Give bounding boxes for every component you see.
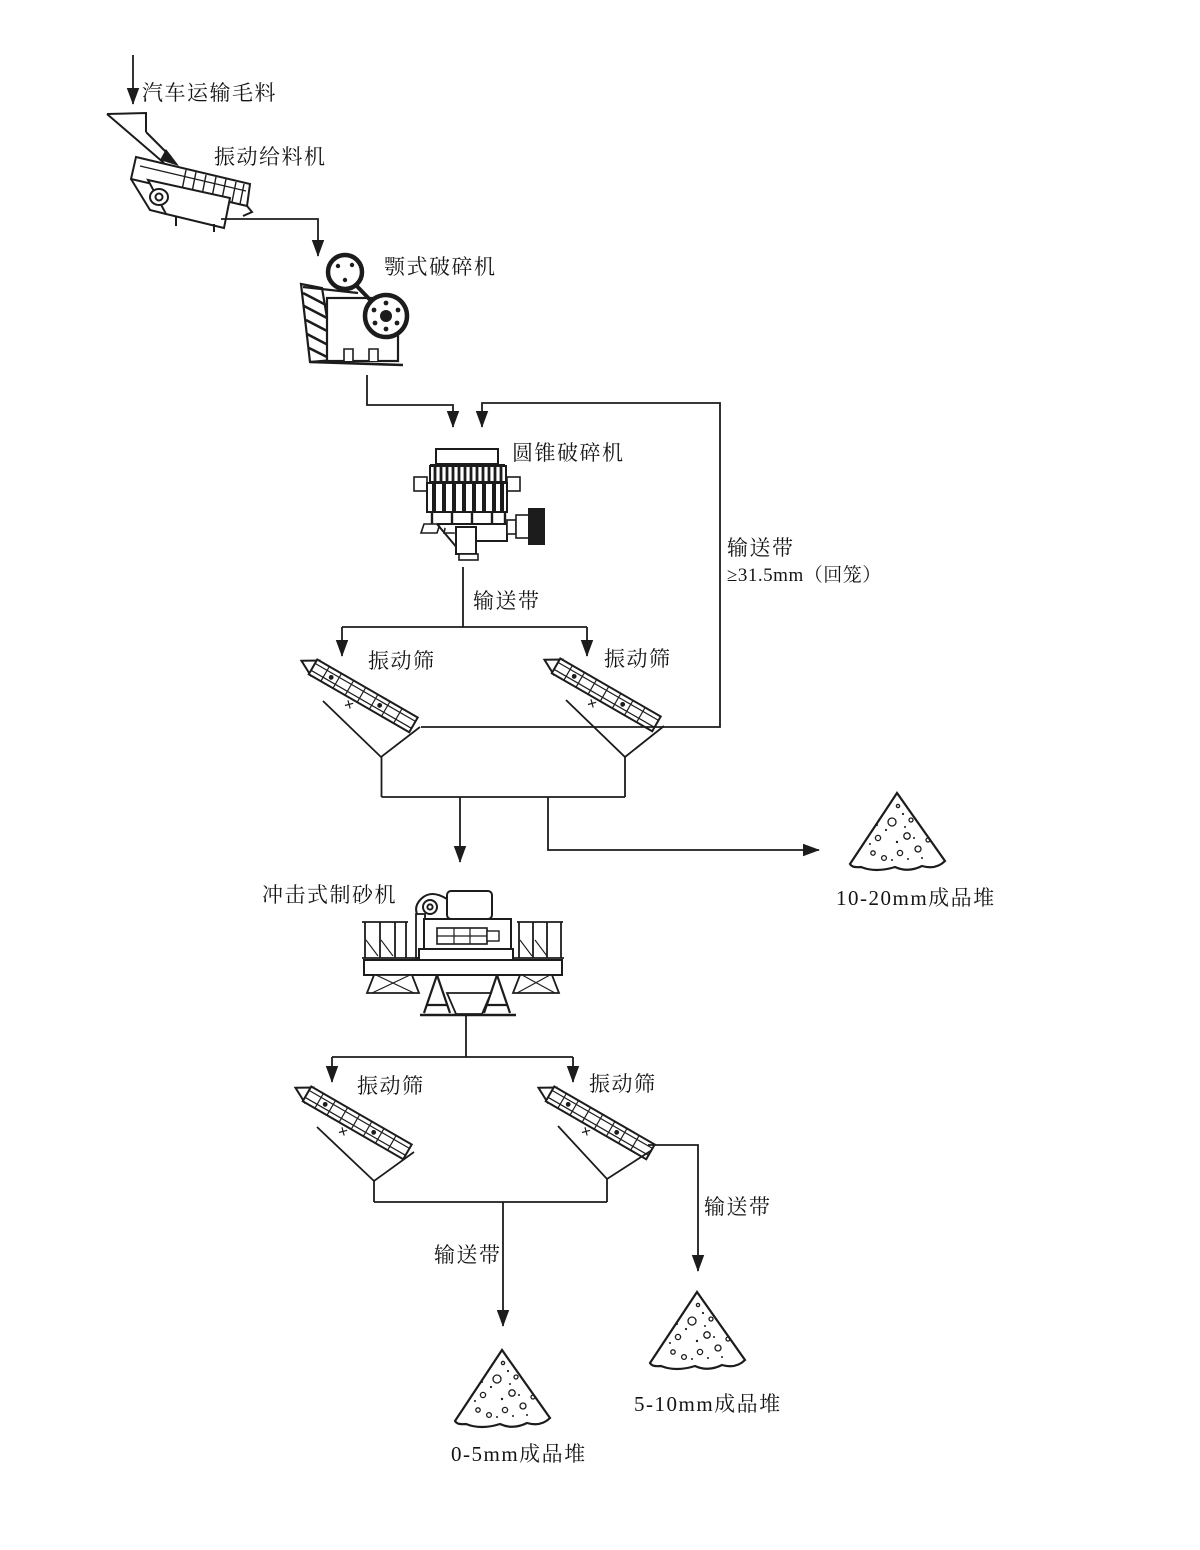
stockpile-10-20mm-illustration — [850, 793, 945, 870]
conveyor-to-5-10-label: 输送带 — [704, 1195, 772, 1219]
stockpile-0-5mm-illustration — [455, 1350, 550, 1427]
screens-collector-line — [382, 757, 626, 797]
screen-bottom-left-label: 振动筛 — [357, 1074, 425, 1098]
pile-5-10-label: 5-10mm成品堆 — [634, 1392, 782, 1416]
screen-top-left-label: 振动筛 — [368, 649, 436, 673]
jaw-to-cone-crusher-line — [367, 375, 453, 427]
vibrating-feeder-label: 振动给料机 — [214, 145, 327, 169]
feeder-to-jaw-crusher-line — [221, 219, 318, 256]
screen-bottom-right-label: 振动筛 — [589, 1072, 657, 1096]
return-conveyor-label: 输送带 — [727, 536, 795, 560]
pile-10-20-label: 10-20mm成品堆 — [836, 886, 996, 910]
cone-discharge-conveyor-line — [342, 567, 587, 627]
stockpile-5-10mm-illustration — [650, 1292, 745, 1369]
collector-to-pile-10-20-line — [548, 797, 819, 850]
sand-maker-label: 冲击式制砂机 — [262, 883, 397, 907]
raw-material-label: 汽车运输毛料 — [142, 81, 277, 105]
jaw-crusher-label: 颚式破碎机 — [384, 255, 497, 279]
cone-crusher-label: 圆锥破碎机 — [512, 441, 625, 465]
screens2-collector-line — [374, 1179, 607, 1202]
conveyor-to-0-5-label: 输送带 — [434, 1243, 502, 1267]
sand-maker-discharge-line — [332, 1016, 573, 1057]
screen-to-pile-5-10-line — [648, 1145, 698, 1271]
return-spec-label: ≥31.5mm（回笼） — [727, 565, 882, 586]
screen-top-right-label: 振动筛 — [604, 647, 672, 671]
pile-0-5-label: 0-5mm成品堆 — [451, 1442, 587, 1466]
conveyor-to-screens-label: 输送带 — [473, 589, 541, 613]
cone-crusher-illustration — [414, 449, 544, 560]
impact-sand-maker-illustration — [362, 891, 564, 1015]
